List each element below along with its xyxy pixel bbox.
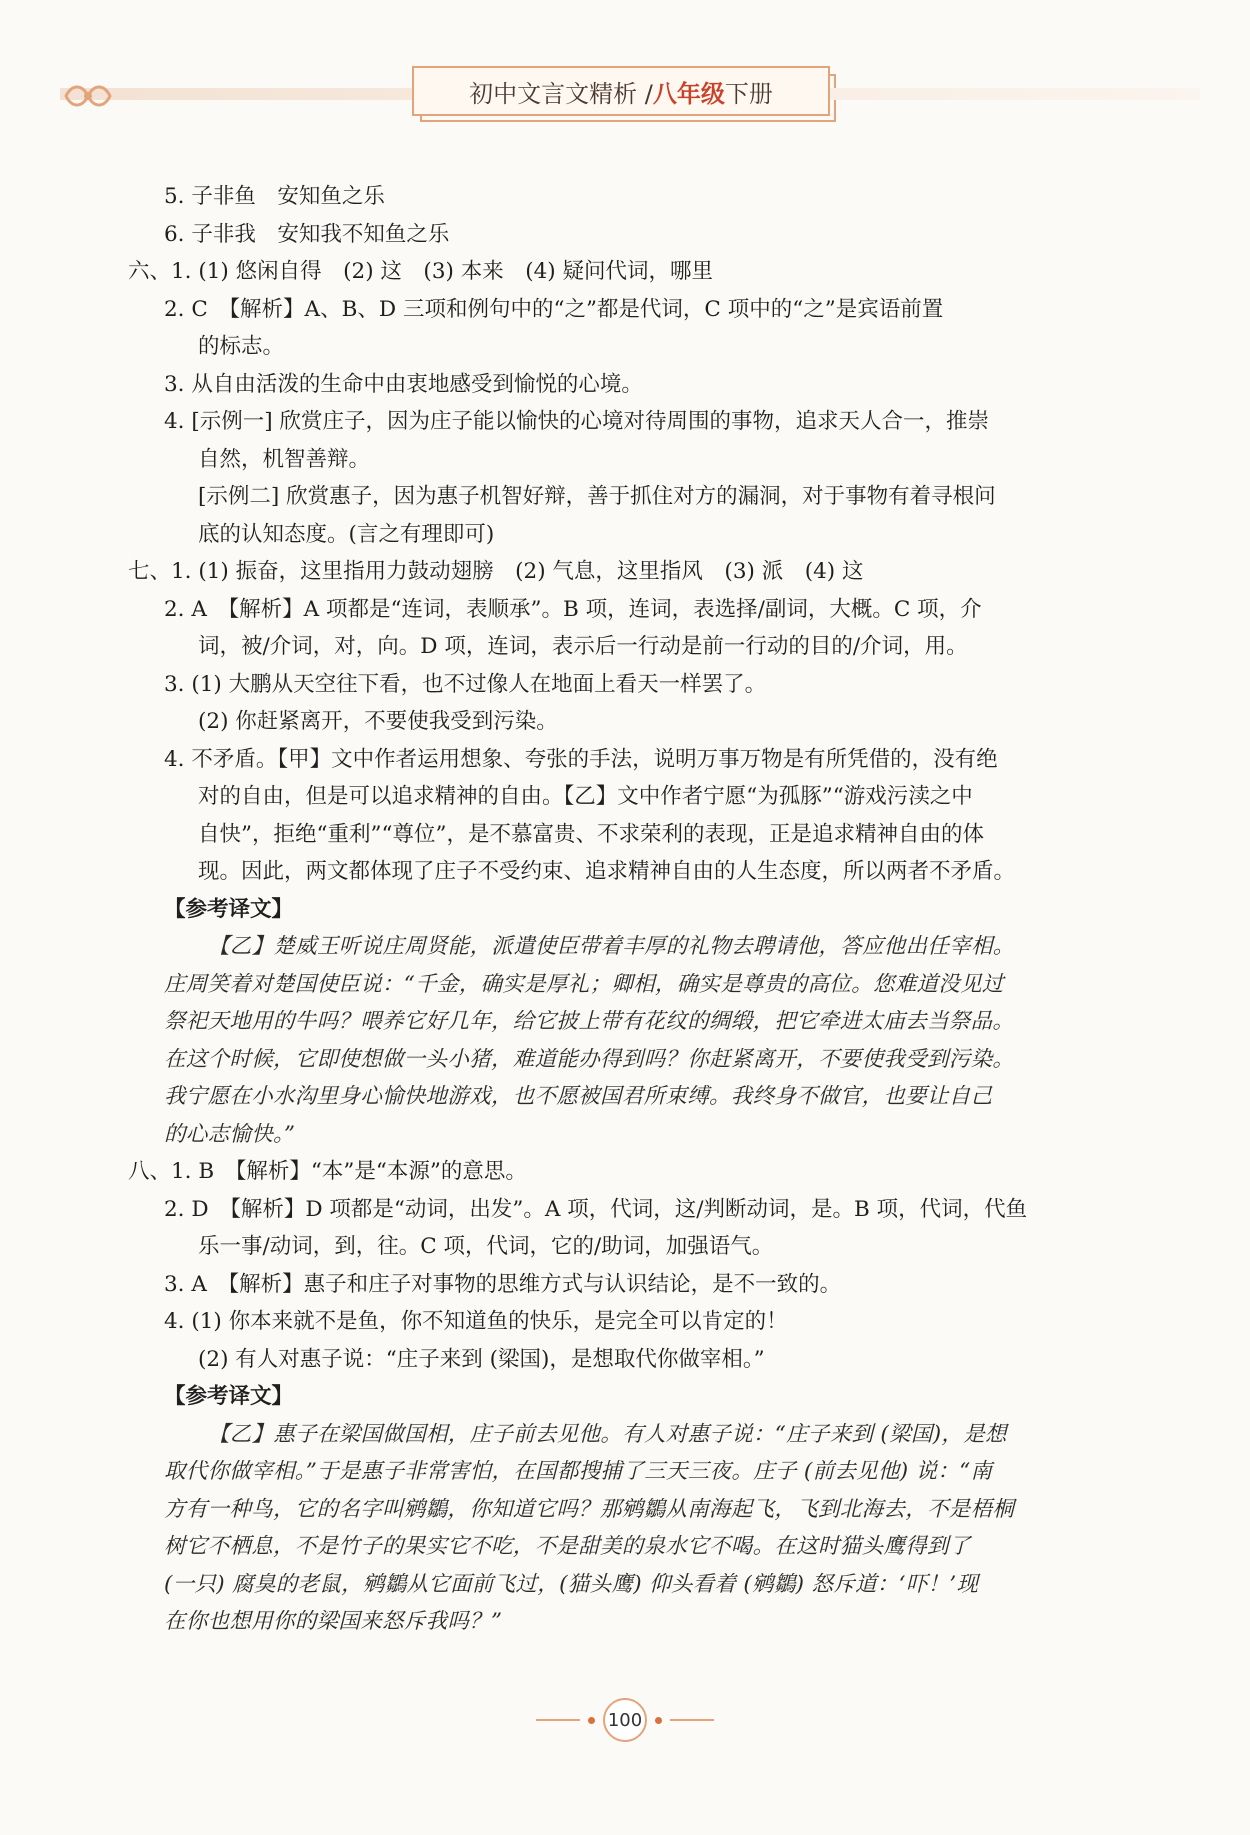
translation-line: 树它不栖息，不是竹子的果实它不吃，不是甜美的泉水它不喝。在这时猫头鹰得到了 xyxy=(164,1534,971,1559)
answer-content xyxy=(128,178,1158,1641)
text-line: 3. 从自由活泼的生命中由衷地感受到愉悦的心境。 xyxy=(164,371,643,397)
text-line: 4. (1) 你本来就不是鱼，你不知道鱼的快乐，是完全可以肯定的！ xyxy=(164,1309,788,1334)
text-line: 4. [示例一] 欣赏庄子，因为庄子能以愉快的心境对待周围的事物，追求天人合一，推崇 xyxy=(164,409,989,434)
section-line: 六、1. (1) 悠闲自得 (2) 这 (3) 本来 (4) 疑问代词，哪里 xyxy=(128,259,714,284)
text-line: 自然，机智善辩。 xyxy=(198,446,371,472)
translation-line: 庄周笑着对楚国使臣说：“千金，确实是厚礼；卿相，确实是尊贵的高位。您难道没见过 xyxy=(164,971,1004,997)
page-number: 100 xyxy=(603,1698,647,1742)
text-line: 2. A 【解析】A 项都是“连词，表顺承”。B 项，连词，表选择/副词，大概。C 项，介 xyxy=(164,596,982,622)
translation-line: 方有一种鸟，它的名字叫鹓鶵，你知道它吗？那鹓鶵从南海起飞，飞到北海去，不是梧桐 xyxy=(164,1496,1015,1522)
header-title-grade: 八年级 xyxy=(652,79,725,108)
translation-line: 我宁愿在小水沟里身心愉快地游戏，也不愿被国君所束缚。我终身不做官，也要让自己 xyxy=(164,1084,993,1109)
translation-line: 在你也想用你的梁国来怒斥我吗？” xyxy=(164,1609,503,1634)
translation-line: 取代你做宰相。”于是惠子非常害怕，在国都搜捕了三天三夜。庄子 (前去见他) 说：“南 xyxy=(164,1459,993,1484)
text-line: (2) 有人对惠子说：“庄子来到 (梁国)，是想取代你做宰相。” xyxy=(198,1346,765,1372)
decorative-knot-icon xyxy=(58,78,118,114)
footer-right-dash xyxy=(670,1719,714,1721)
section-line: 八、1. B 【解析】“本”是“本源”的意思。 xyxy=(128,1159,527,1184)
text-line: [示例二] 欣赏惠子，因为惠子机智好辩，善于抓住对方的漏洞，对于事物有着寻根问 xyxy=(198,484,996,509)
text-line: 现。因此，两文都体现了庄子不受约束、追求精神自由的人生态度，所以两者不矛盾。 xyxy=(198,859,1016,884)
text-line: 3. (1) 大鹏从天空往下看，也不过像人在地面上看天一样罢了。 xyxy=(164,671,767,697)
translation-line: 【乙】楚威王听说庄周贤能，派遣使臣带着丰厚的礼物去聘请他，答应他出任宰相。 xyxy=(208,934,1015,959)
footer-right-dot xyxy=(655,1717,662,1724)
text-line: 词，被/介词，对，向。D 项，连词，表示后一行动是前一行动的目的/介词，用。 xyxy=(198,634,968,659)
text-line: 3. A 【解析】惠子和庄子对事物的思维方式与认识结论，是不一致的。 xyxy=(164,1271,842,1297)
text-line: 5. 子非鱼 安知鱼之乐 xyxy=(164,184,385,209)
translation-line: (一只) 腐臭的老鼠，鹓鶵从它面前飞过，(猫头鹰) 仰头看着 (鹓鶵) 怒斥道：‘吓！’现 xyxy=(164,1571,979,1597)
text-line: 底的认知态度。(言之有理即可) xyxy=(198,521,495,547)
translation-line: 【乙】惠子在梁国做国相，庄子前去见他。有人对惠子说：“庄子来到 (梁国)，是想 xyxy=(208,1421,1007,1447)
translation-line: 的心志愉快。” xyxy=(164,1121,296,1147)
header-title-box xyxy=(412,66,830,116)
translation-line: 在这个时候，它即使想做一头小猪，难道能办得到吗？你赶紧离开，不要使我受到污染。 xyxy=(164,1046,1015,1072)
page-footer xyxy=(0,1700,1250,1740)
header-title-tail: 下册 xyxy=(724,79,773,108)
text-line: 对的自由，但是可以追求精神的自由。【乙】文中作者宁愿“为孤豚”“游戏污渎之中 xyxy=(198,784,973,809)
text-line: 6. 子非我 安知我不知鱼之乐 xyxy=(164,221,450,247)
reference-translation-heading: 【参考译文】 xyxy=(164,896,294,922)
text-line: 乐一事/动词，到，往。C 项，代词，它的/助词，加强语气。 xyxy=(198,1234,774,1259)
header-title-main: 初中文言文精析 / xyxy=(469,79,653,108)
footer-left-dash xyxy=(536,1719,580,1721)
text-line: (2) 你赶紧离开，不要使我受到污染。 xyxy=(198,709,558,734)
footer-left-dot xyxy=(588,1717,595,1724)
text-line: 4. 不矛盾。【甲】文中作者运用想象、夸张的手法，说明万事万物是有所凭借的，没有绝 xyxy=(164,746,998,772)
text-line: 自快”，拒绝“重利”“尊位”，是不慕富贵、不求荣利的表现，正是追求精神自由的体 xyxy=(198,821,984,847)
text-line: 2. C 【解析】A、B、D 三项和例句中的“之”都是代词，C 项中的“之”是宾语前置 xyxy=(164,296,944,322)
section-line: 七、1. (1) 振奋，这里指用力鼓动翅膀 (2) 气息，这里指风 (3) 派 (4) 这 xyxy=(128,559,864,584)
reference-translation-heading: 【参考译文】 xyxy=(164,1384,294,1409)
text-line: 的标志。 xyxy=(198,334,285,359)
translation-line: 祭祀天地用的牛吗？喂养它好几年，给它披上带有花纹的绸缎，把它牵进太庙去当祭品。 xyxy=(164,1009,1015,1034)
text-line: 2. D 【解析】D 项都是“动词，出发”。A 项，代词，这/判断动词，是。B 项，代词，代鱼 xyxy=(164,1196,1028,1222)
